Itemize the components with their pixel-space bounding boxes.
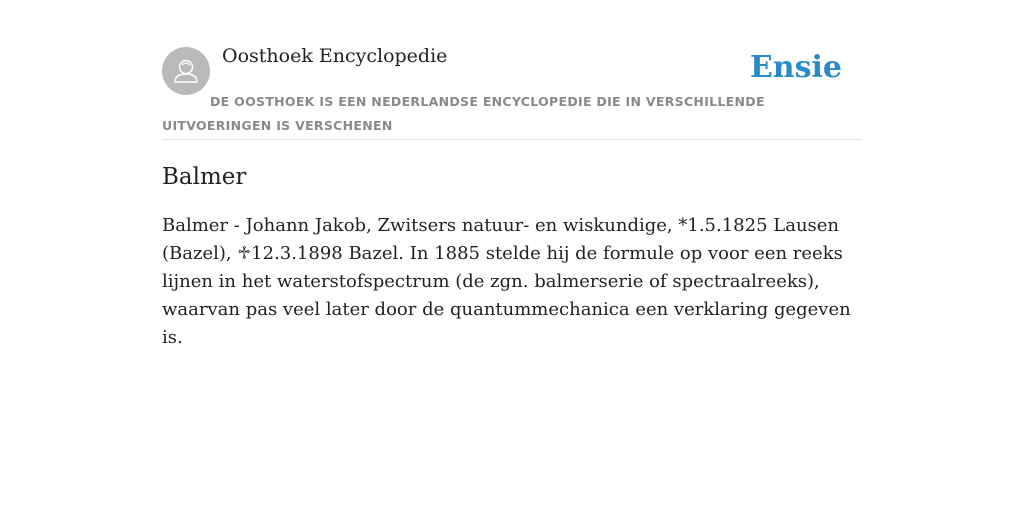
ensie-logo[interactable]: Ensie <box>749 50 842 85</box>
article-body: Balmer - Johann Jakob, Zwitsers natuur- en wiskundige, *1.5.1825 Lausen (Bazel), ♱12.3.1898 Bazel. In 1885 stelde hij de formule op voor een reeks lijnen in het waterstofspectrum (de zgn. balmerserie of spectraalreeks), waarvan pas veel later door de quantummechanica een verklaring gegeven is. <box>162 215 851 348</box>
source-name[interactable]: Oosthoek Encyclopedie <box>222 45 448 67</box>
source-tagline: DE OOSTHOEK IS EEN NEDERLANDSE ENCYCLOPEDIE DIE IN VERSCHILLENDE UITVOERINGEN IS VERSCHENEN <box>162 94 765 133</box>
source-avatar[interactable] <box>162 47 210 95</box>
user-icon <box>162 47 210 95</box>
page <box>162 0 862 352</box>
article-title: Balmer <box>162 164 247 190</box>
source-header <box>162 0 862 140</box>
